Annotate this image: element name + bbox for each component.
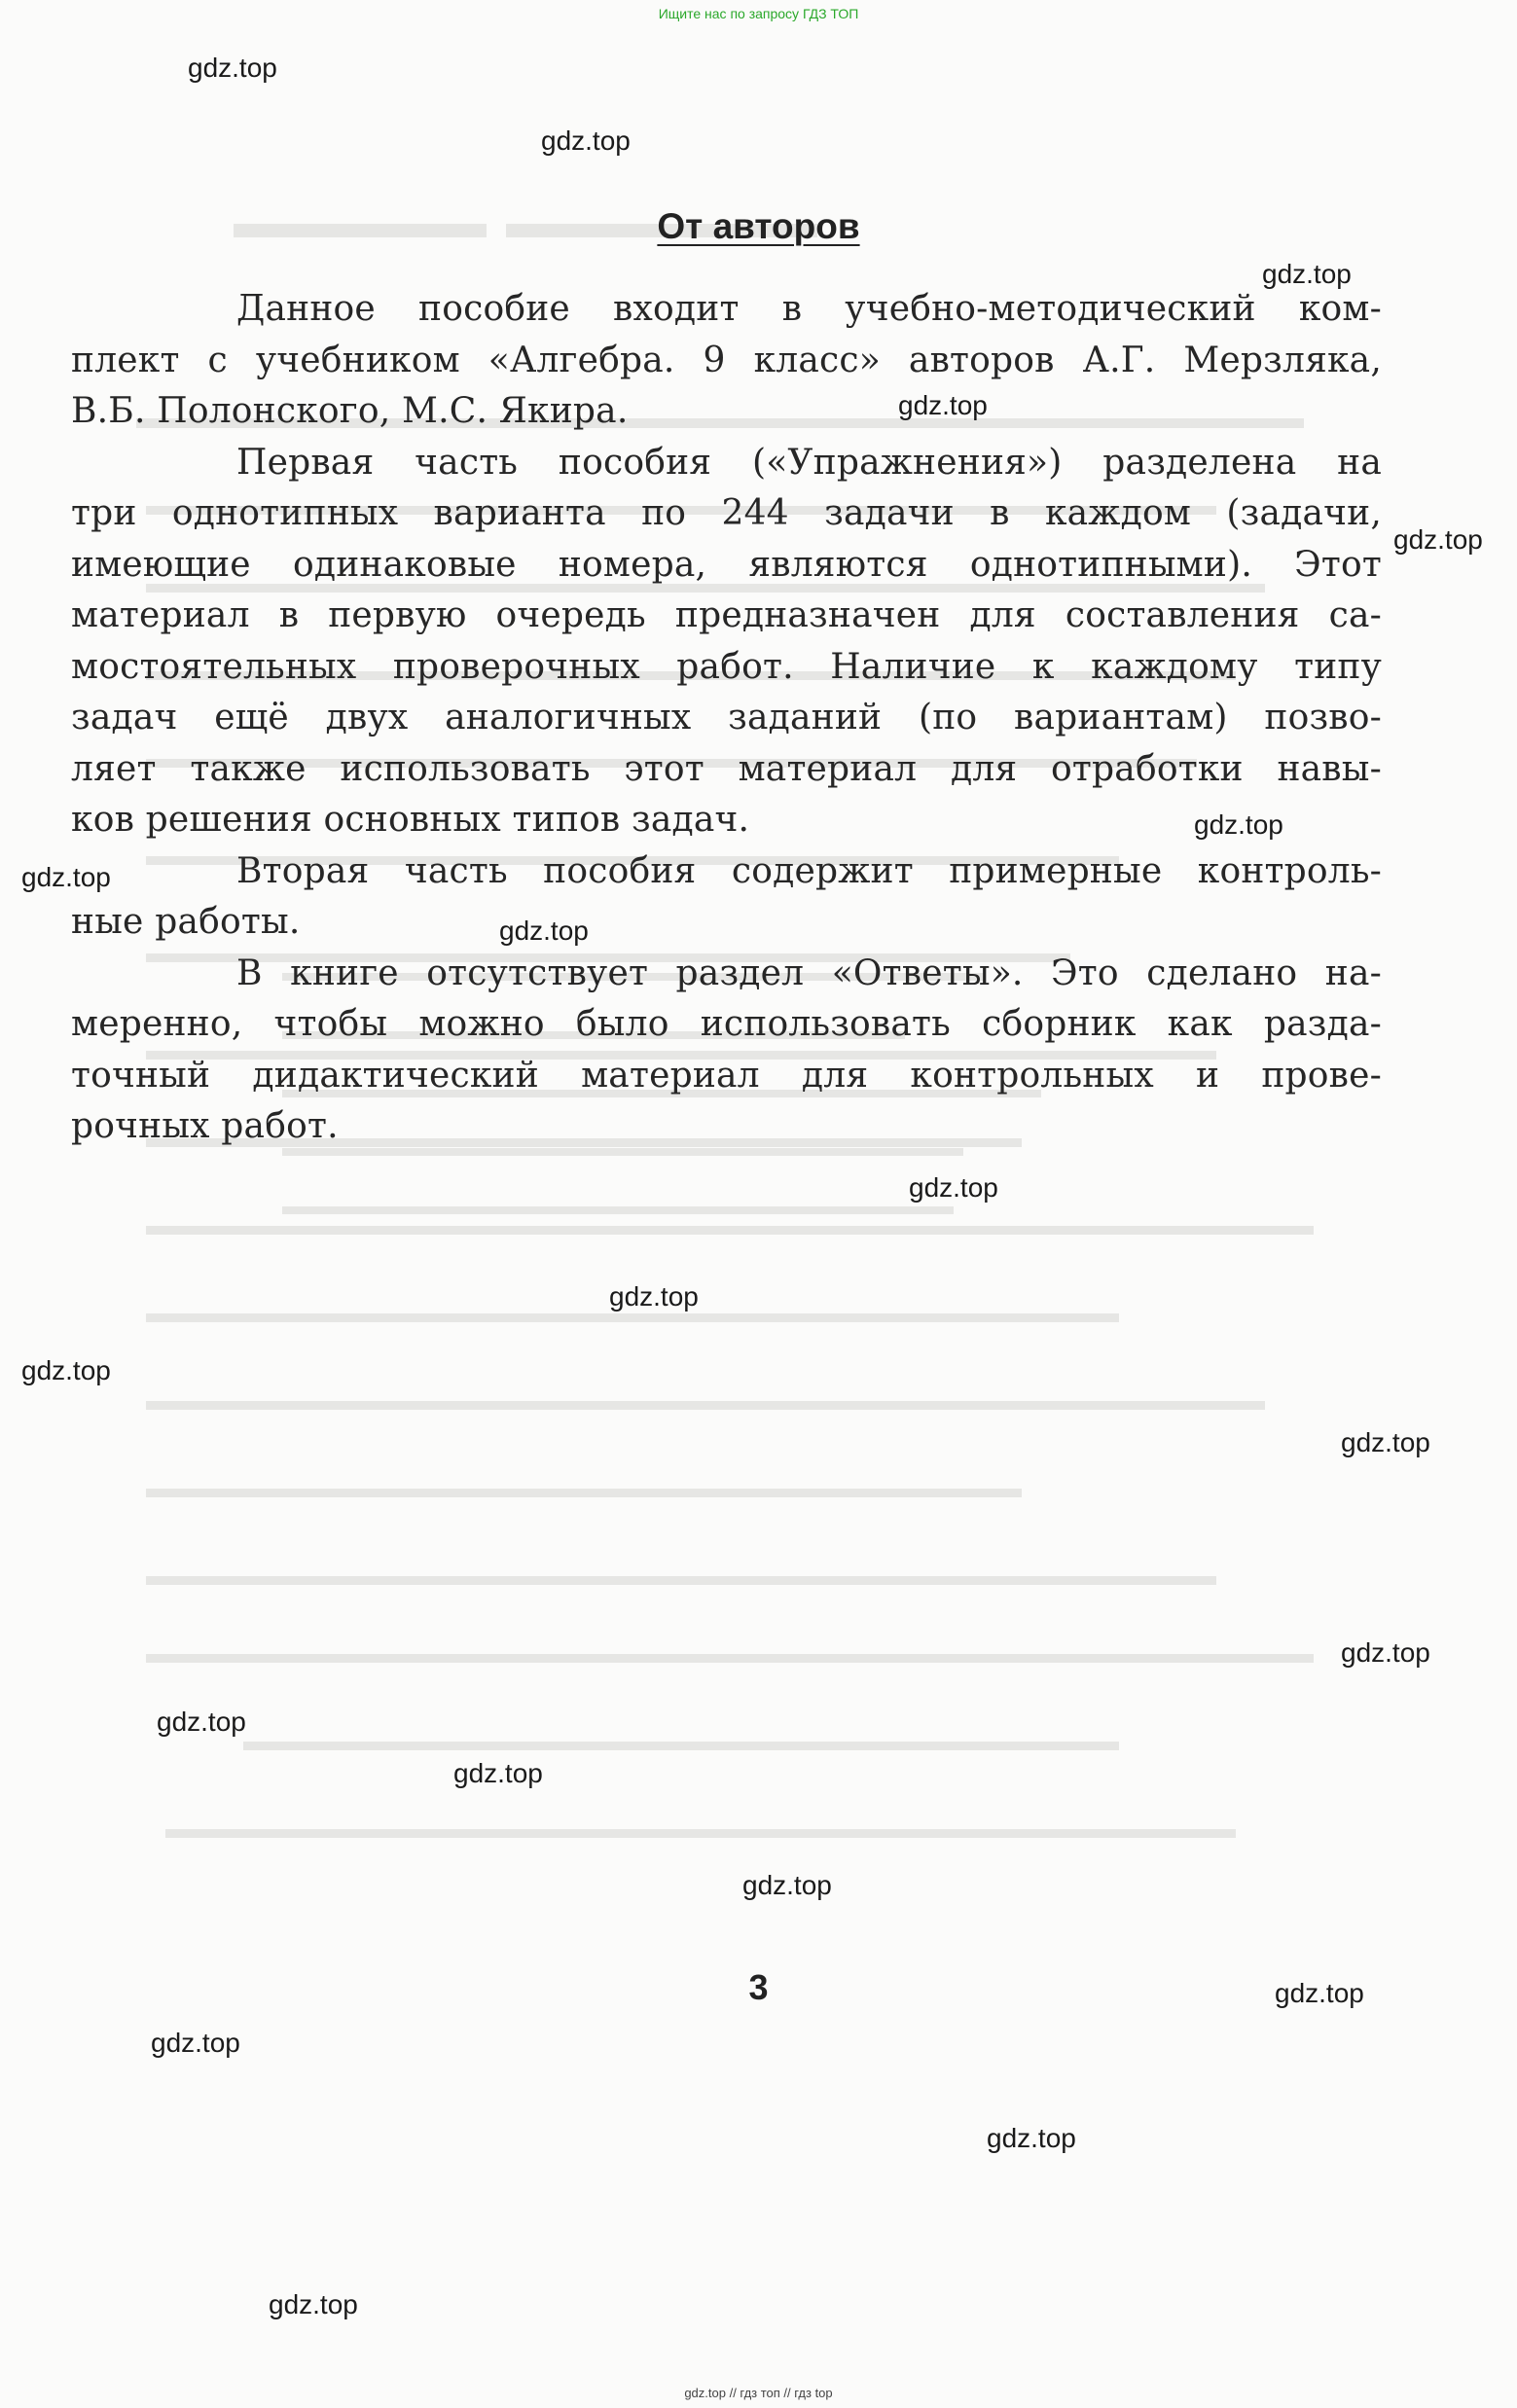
watermark: gdz.top <box>1341 1637 1430 1668</box>
body-text <box>71 284 1382 1153</box>
text-line: имеющие одинаковые номера, являются однотипными). Этот <box>71 544 1382 585</box>
text-line: точный дидактический материал для контрольных и прове- <box>71 1055 1382 1096</box>
text-line: ляет также использовать этот материал для отработки навы- <box>71 748 1382 789</box>
watermark: gdz.top <box>21 862 111 892</box>
text-line: мостоятельных проверочных работ. Наличие к каждому типу <box>71 646 1382 687</box>
text-line: ные работы. <box>71 902 301 942</box>
text-line: меренно, чтобы можно было использовать сборник как разда- <box>71 1004 1382 1044</box>
watermark: gdz.top <box>1262 259 1352 289</box>
watermark: gdz.top <box>188 53 277 83</box>
bottom-banner: gdz.top // гдз топ // гдз top <box>684 2386 833 2400</box>
watermark: gdz.top <box>499 916 589 946</box>
watermark: gdz.top <box>1194 809 1283 840</box>
watermark: gdz.top <box>742 1870 832 1900</box>
watermark: gdz.top <box>269 2289 358 2319</box>
watermark: gdz.top <box>151 2028 240 2058</box>
page-heading-text: От авторов <box>657 206 860 246</box>
text-line: В книге отсутствует раздел «Ответы». Это сделано на- <box>236 952 1382 993</box>
watermark: gdz.top <box>898 390 988 420</box>
text-line: материал в первую очередь предназначен для составления са- <box>71 595 1382 635</box>
watermark: gdz.top <box>609 1281 699 1312</box>
text-line: Первая часть пособия («Упражнения») разделена на <box>236 442 1382 483</box>
watermark: gdz.top <box>541 126 631 156</box>
top-banner: Ищите нас по запросу ГДЗ ТОП <box>658 6 859 21</box>
watermark: gdz.top <box>987 2123 1076 2153</box>
text-line: ков решения основных типов задач. <box>71 800 750 840</box>
watermark: gdz.top <box>1341 1427 1430 1457</box>
paragraph-4 <box>71 949 1382 1153</box>
page-number: 3 <box>748 1967 769 2007</box>
text-line: Данное пособие входит в учебно-методический ком- <box>236 289 1382 329</box>
watermark: gdz.top <box>157 1707 246 1737</box>
text-line: задач ещё двух аналогичных заданий (по вариантам) позво- <box>71 698 1382 737</box>
text-line: рочных работ. <box>71 1106 339 1146</box>
paragraph-3 <box>71 846 1382 949</box>
watermark: gdz.top <box>453 1758 543 1788</box>
watermark: gdz.top <box>909 1172 998 1203</box>
page-heading <box>0 206 1517 247</box>
text-line: плект с учебником «Алгебра. 9 класс» авторов А.Г. Мерзляка, <box>71 340 1382 380</box>
text-line: три однотипных варианта по 244 задачи в каждом (задачи, <box>71 493 1382 533</box>
text-line: В.Б. Полонского, М.С. Якира. <box>71 391 629 431</box>
watermark: gdz.top <box>1393 524 1483 555</box>
text-line: Вторая часть пособия содержит примерные контроль- <box>236 850 1382 891</box>
paragraph-1 <box>71 284 1382 438</box>
watermark: gdz.top <box>21 1355 111 1385</box>
paragraph-2 <box>71 438 1382 846</box>
watermark: gdz.top <box>1275 1978 1364 2008</box>
